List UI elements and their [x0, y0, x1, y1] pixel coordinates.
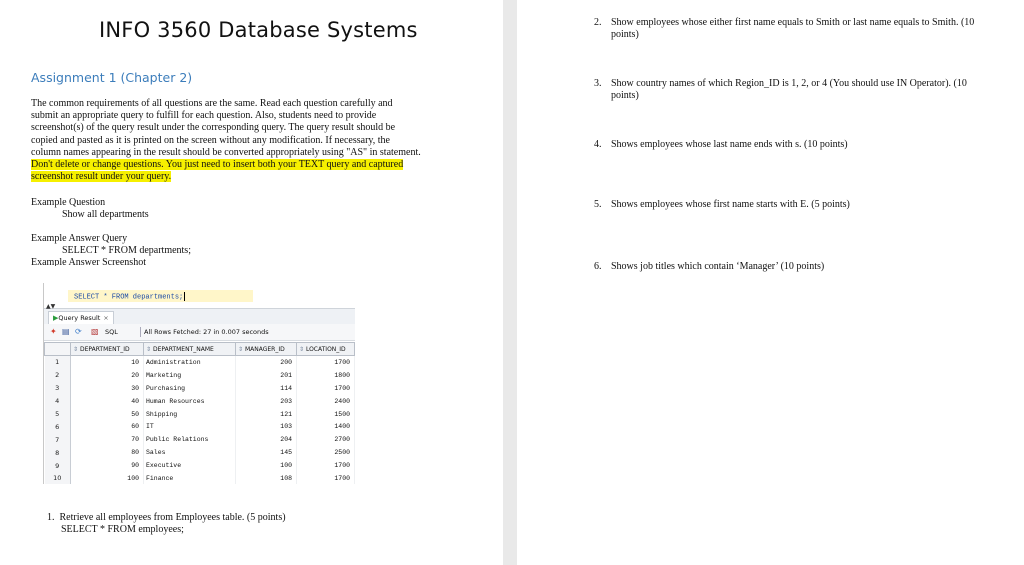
- table-row: 4 40 Human Resources 203 2400: [45, 395, 355, 408]
- question-number: 4.: [594, 139, 602, 150]
- example-question-text: Show all departments: [62, 209, 149, 220]
- question-number: 2.: [594, 17, 602, 28]
- sort-icon: ⇕: [73, 345, 79, 353]
- print-icon: ▤: [62, 327, 70, 336]
- splitter-arrows-icon: ▲▼: [46, 303, 56, 310]
- sort-icon: ⇕: [238, 345, 244, 353]
- column-header: ⇕ DEPARTMENT_ID: [71, 343, 144, 356]
- question-1: [47, 512, 286, 524]
- row-number-header: [45, 343, 71, 356]
- tab-label: Query Result: [58, 314, 101, 322]
- column-header: ⇕ DEPARTMENT_NAME: [144, 343, 236, 356]
- paragraph-line: column names appearing in the result should be converted appropriately using "AS" in statement.: [31, 146, 421, 158]
- left-page: [0, 0, 503, 565]
- editor-code: SELECT * FROM departments;: [74, 293, 184, 302]
- text-caret: [184, 292, 185, 301]
- question-text: Shows job titles which contain ‘Manager’ (10 points): [611, 261, 825, 272]
- paragraph-line: submit an appropriate query to fulfill for each question. Also, students need to provide: [31, 110, 377, 122]
- tab-query-result: [48, 311, 114, 324]
- paragraph-line: copied and pasted as it is printed on the screen without any modification. If necessary, the: [31, 134, 390, 146]
- highlighted-instruction: Don't delete or change questions. You just need to insert both your TEXT query and captured: [31, 159, 404, 171]
- example-answer-label: Example Answer Query: [31, 233, 128, 244]
- question-number: 1.: [47, 512, 55, 523]
- refresh-icon: ⟳: [75, 327, 82, 336]
- question-text: Shows employees whose last name ends with s. (10 points): [611, 139, 848, 150]
- right-page: [517, 0, 1024, 565]
- table-row: 10 100 Finance 108 1700: [45, 472, 355, 484]
- requirements-paragraph: [31, 98, 451, 183]
- table-row: 6 60 IT 103 1400: [45, 420, 355, 433]
- document-title: INFO 3560 Database Systems: [99, 18, 418, 42]
- table-row: 7 70 Public Relations 204 2700: [45, 433, 355, 446]
- paragraph-line: screenshot(s) of the query result under the corresponding query. The query result should be: [31, 122, 396, 134]
- question-text: Shows employees whose first name starts with E. (5 points): [611, 199, 850, 210]
- play-icon: ▶: [53, 314, 59, 322]
- query-result-screenshot: [43, 283, 355, 484]
- toolbar-divider: [140, 327, 141, 337]
- question-1-sql: SELECT * FROM employees;: [61, 524, 184, 535]
- table-row: 3 30 Purchasing 114 1700: [45, 382, 355, 395]
- close-icon: ×: [103, 314, 109, 322]
- column-header: ⇕ LOCATION_ID: [297, 343, 355, 356]
- table-row: 1 10 Administration 200 1700: [45, 356, 355, 369]
- sql-icon: ▧: [91, 327, 99, 336]
- table-row: 2 20 Marketing 201 1800: [45, 369, 355, 382]
- question-number: 6.: [594, 261, 602, 272]
- column-header: ⇕ MANAGER_ID: [236, 343, 297, 356]
- table-row: 8 80 Sales 145 2500: [45, 446, 355, 459]
- paragraph-line: The common requirements of all questions are the same. Read each question carefully and: [31, 98, 393, 109]
- assignment-subtitle: Assignment 1 (Chapter 2): [31, 70, 193, 85]
- sql-button-label: SQL: [105, 328, 118, 336]
- question-text: Show employees whose either first name equals to Smith or last name equals to Smith. (10 points): [611, 17, 975, 40]
- question-number: 5.: [594, 199, 602, 210]
- result-grid: [44, 342, 355, 484]
- example-question-label: Example Question: [31, 197, 106, 208]
- fetch-status: All Rows Fetched: 27 in 0.007 seconds: [144, 328, 269, 336]
- pin-icon: ✦: [50, 327, 57, 336]
- example-answer-sql: SELECT * FROM departments;: [62, 245, 191, 256]
- sort-icon: ⇕: [299, 345, 305, 353]
- question-text: Show country names of which Region_ID is 1, 2, or 4 (You should use IN Operator). (10 points): [611, 78, 967, 101]
- highlighted-instruction: screenshot result under your query.: [31, 171, 172, 183]
- question-number: 3.: [594, 78, 602, 89]
- table-row: 9 90 Executive 100 1700: [45, 459, 355, 472]
- table-row: 5 50 Shipping 121 1500: [45, 408, 355, 421]
- example-screenshot-label: Example Answer Screenshot: [31, 257, 146, 266]
- question-text: Retrieve all employees from Employees table. (5 points): [59, 512, 286, 523]
- sort-icon: ⇕: [146, 345, 152, 353]
